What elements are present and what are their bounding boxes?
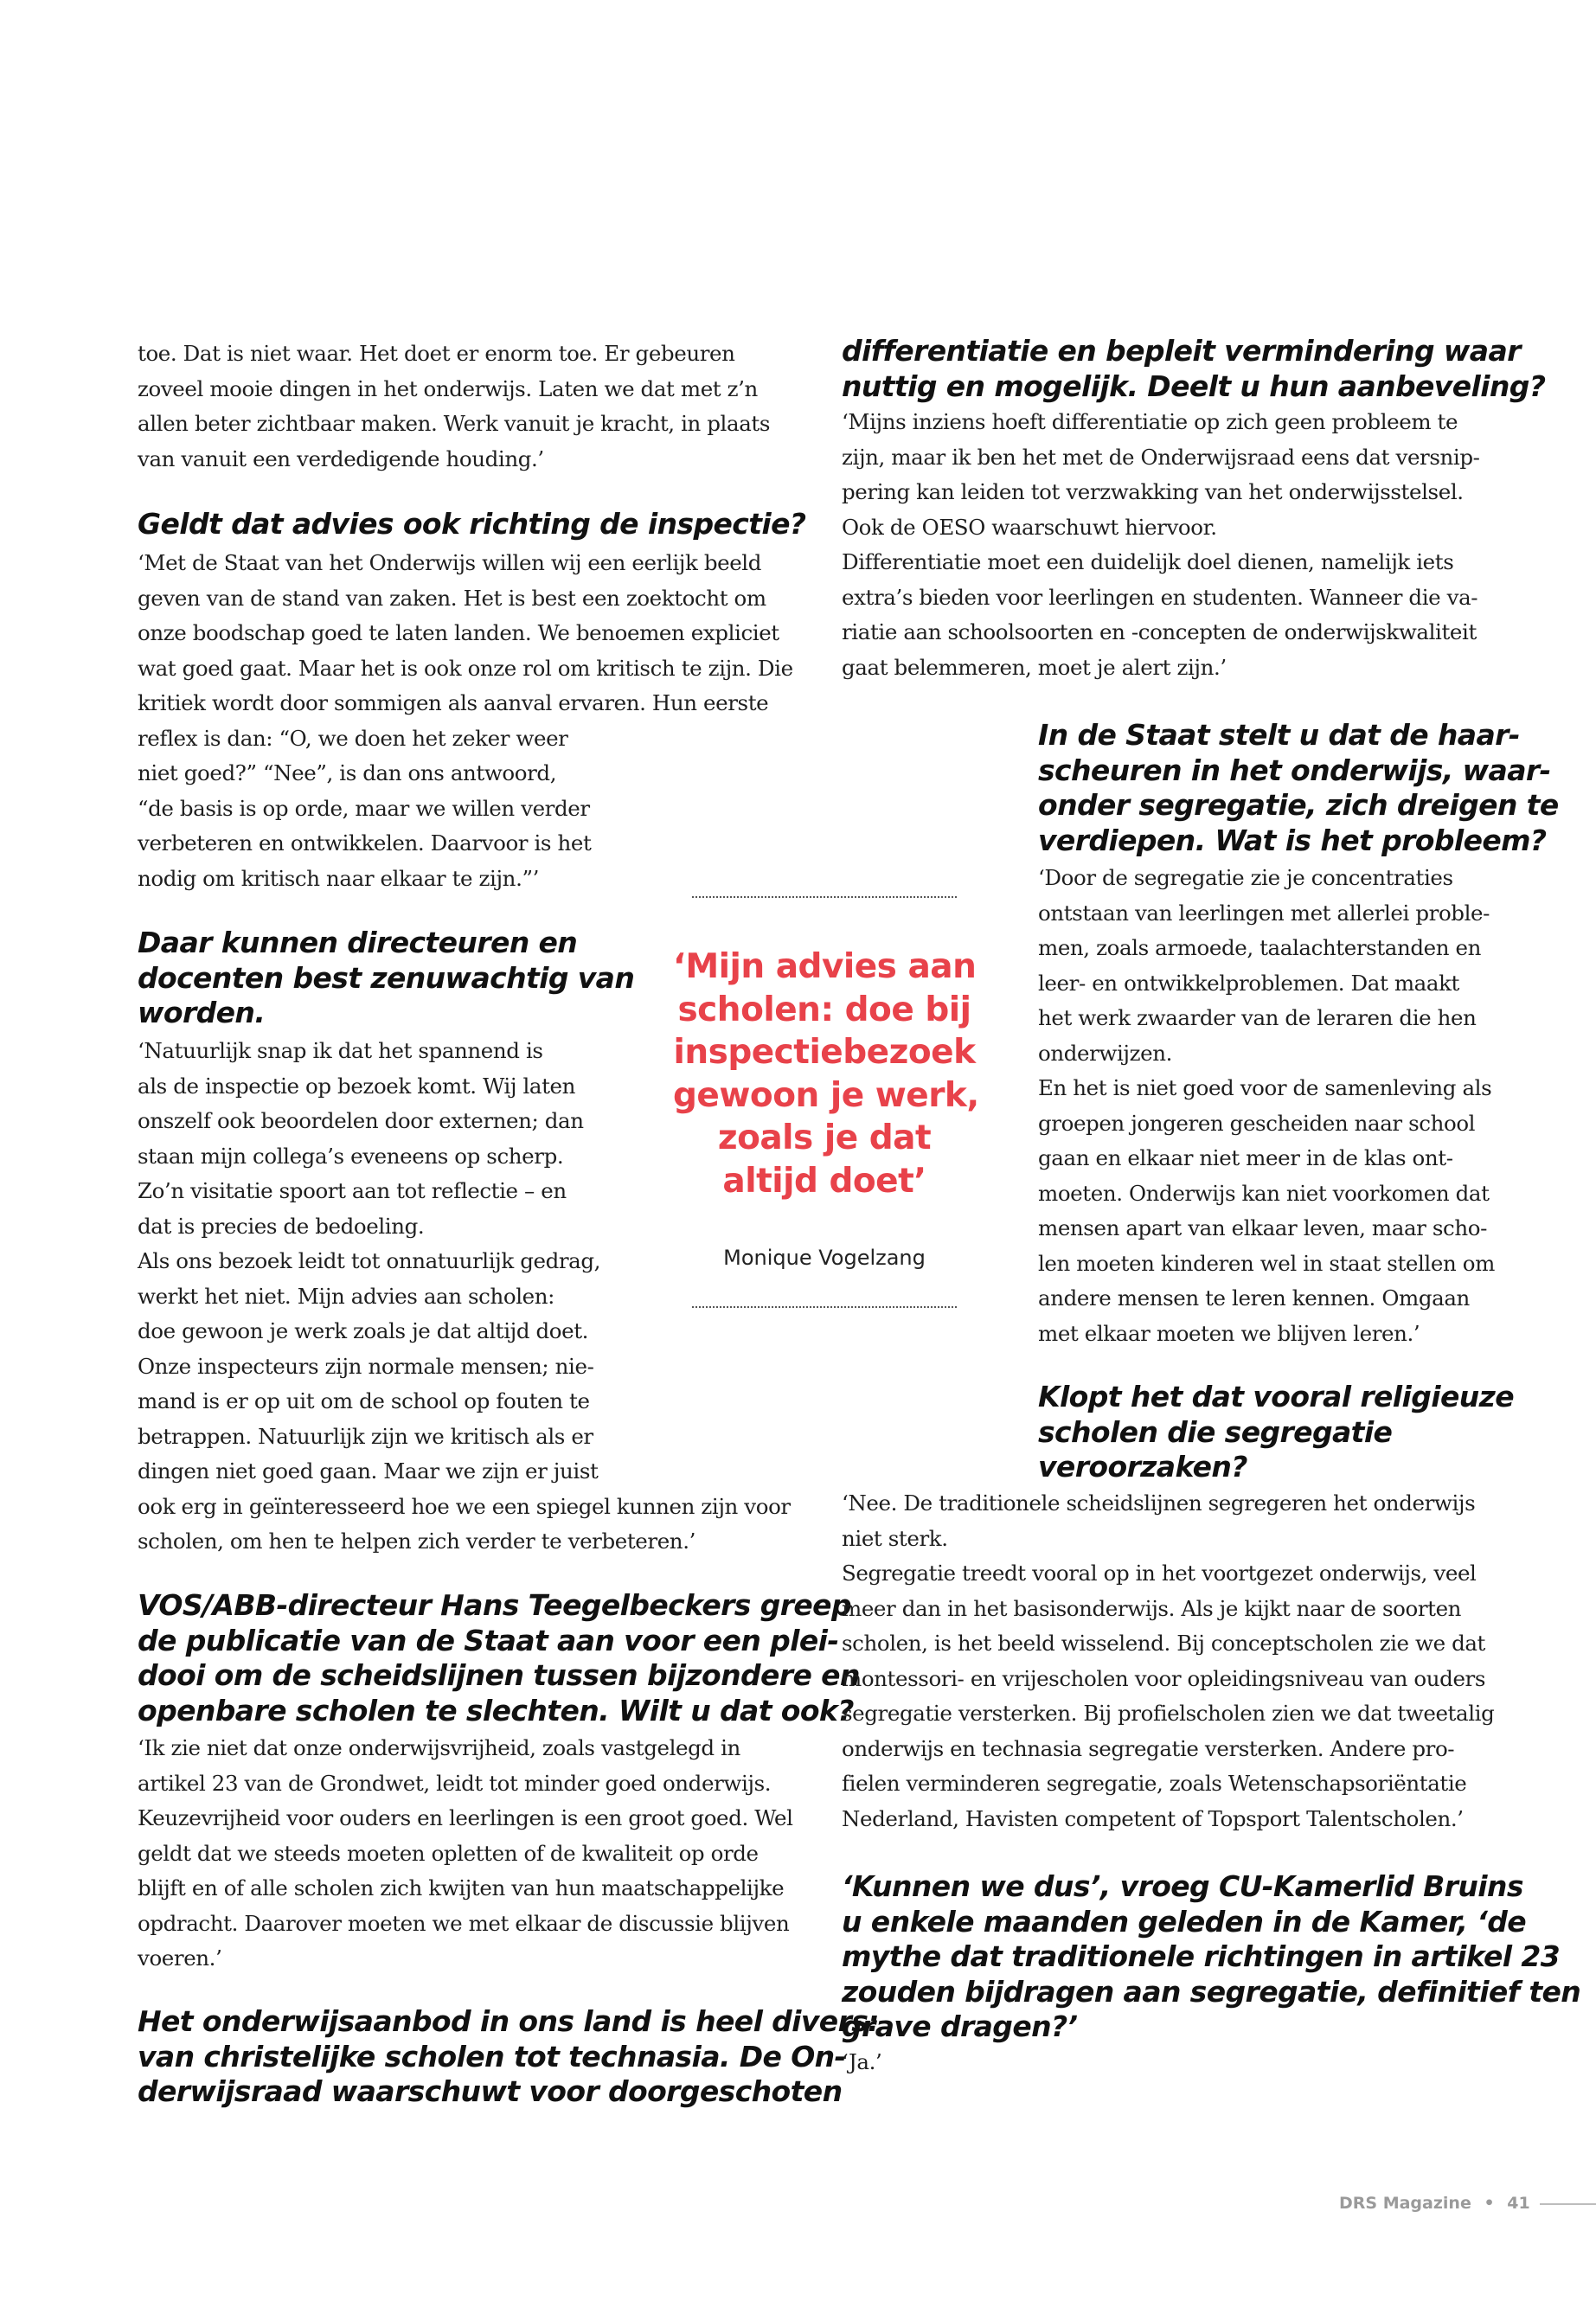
question-onderwijsaanbod-heading-part1: [138, 2004, 882, 2110]
answer-religieuze-text-line: scholen, is het beeld wisselend. Bij conceptscholen zie we dat: [842, 1631, 1486, 1656]
question-segregatie-heading-line: scheuren in het onderwijs, waar-: [1038, 753, 1551, 787]
answer-zenuwachtig-text-line: Zo’n visitatie spoort aan tot reflectie – en: [138, 1178, 567, 1203]
pull-quote-text: [673, 945, 979, 1202]
answer-artikel23-text-line: ‘Ja.’: [842, 2049, 882, 2074]
question-onderwijsaanbod-heading-part2-line: differentiatie en bepleit vermindering waar: [842, 334, 1521, 368]
answer-artikel23-text: [842, 2045, 881, 2080]
question-artikel23-heading-line: mythe dat traditionele richtingen in artikel 23: [842, 1939, 1561, 1973]
answer-differentiatie-text-line: Ook de OESO waarschuwt hiervoor.: [842, 514, 1217, 540]
answer-religieuze-text-line: Nederland, Havisten competent of Topsport Talentscholen.’: [842, 1805, 1464, 1831]
answer-differentiatie-text-line: ‘Mijns inziens hoeft differentiatie op zich geen probleem te: [842, 409, 1458, 434]
answer-zenuwachtig-text-line: staan mijn collega’s eveneens op scherp.: [138, 1143, 564, 1169]
question-segregatie-heading: [1038, 718, 1559, 858]
question-artikel23-heading: [842, 1869, 1580, 2045]
footer-page-number: 41: [1507, 2194, 1530, 2213]
answer-scheidslijnen-text-line: opdracht. Daarover moeten we met elkaar de discussie blijven: [138, 1910, 790, 1936]
question-onderwijsaanbod-heading-part2-line: nuttig en mogelijk. Deelt u hun aanbeveling?: [842, 369, 1546, 403]
question-religieuze-heading-line: veroorzaken?: [1038, 1450, 1247, 1484]
answer-segregatie-text-line: leer- en ontwikkelproblemen. Dat maakt: [1038, 970, 1459, 996]
answer-zenuwachtig-text-line: scholen, om hen te helpen zich verder te verbeteren.’: [138, 1529, 695, 1554]
answer-scheidslijnen-text-line: artikel 23 van de Grondwet, leidt tot minder goed onderwijs.: [138, 1770, 772, 1796]
pull-quote-text-line: zoals je dat: [717, 1118, 932, 1157]
footer-magazine-name: DRS Magazine: [1339, 2194, 1471, 2213]
question-scheidslijnen-heading-line: de publicatie van de Staat aan voor een plei-: [138, 1623, 839, 1657]
pull-quote-text-line: inspectiebezoek: [673, 1033, 976, 1072]
answer-inspectie-text-line: kritiek wordt door sommigen als aanval ervaren. Hun eerste: [138, 690, 769, 715]
question-onderwijsaanbod-heading-part1-line: derwijsraad waarschuwt voor doorgeschoten: [138, 2074, 843, 2108]
answer-inspectie-text-line: niet goed?” “Nee”, is dan ons antwoord,: [138, 760, 557, 785]
question-zenuwachtig-heading-line: Daar kunnen directeuren en: [138, 926, 578, 959]
answer-religieuze-text-line: fielen verminderen segregatie, zoals Wetenschapsoriëntatie: [842, 1771, 1467, 1796]
answer-zenuwachtig-text-line: betrappen. Natuurlijk zijn we kritisch als er: [138, 1423, 593, 1449]
question-artikel23-heading-line: zouden bijdragen aan segregatie, definitief ten: [842, 1974, 1581, 2009]
answer-religieuze-text: [842, 1486, 1494, 1836]
answer-zenuwachtig-text-line: ook erg in geïnteresseerd hoe we een spiegel kunnen zijn voor: [138, 1493, 791, 1519]
pull-quote-author: Monique Vogelzang: [723, 1246, 926, 1270]
question-inspectie-heading-line: Geldt dat advies ook richting de inspectie?: [138, 507, 806, 541]
answer-zenuwachtig-text-line: Als ons bezoek leidt tot onnatuurlijk gedrag,: [138, 1248, 601, 1273]
answer-inspectie-text-line: “de basis is op orde, maar we willen verder: [138, 795, 590, 821]
question-artikel23-heading-line: grave dragen?’: [842, 2009, 1078, 2043]
page-footer: [1339, 2194, 1530, 2213]
question-religieuze-heading-line: Klopt het dat vooral religieuze: [1038, 1380, 1515, 1413]
answer-differentiatie-text-line: zijn, maar ik ben het met de Onderwijsraad eens dat versnip-: [842, 444, 1480, 470]
question-zenuwachtig-heading-line: docenten best zenuwachtig van: [138, 960, 635, 995]
answer-differentiatie-text-line: Differentiatie moet een duidelijk doel dienen, namelijk iets: [842, 549, 1454, 574]
question-segregatie-heading-line: verdiepen. Wat is het probleem?: [1038, 823, 1547, 857]
question-artikel23-heading-line: ‘Kunnen we dus’, vroeg CU-Kamerlid Bruins: [842, 1869, 1523, 1903]
answer-zenuwachtig-text-line: ‘Natuurlijk snap ik dat het spannend is: [138, 1038, 543, 1063]
answer-inspectie-text-line: nodig om kritisch naar elkaar te zijn.”’: [138, 865, 539, 891]
answer-scheidslijnen-text-line: blijft en of alle scholen zich kwijten van hun maatschappelijke: [138, 1875, 785, 1900]
answer-zenuwachtig-text-line: werkt het niet. Mijn advies aan scholen:: [138, 1283, 554, 1309]
answer-segregatie-text-line: het werk zwaarder van de leraren die hen: [1038, 1005, 1477, 1030]
answer-segregatie-text-line: len moeten kinderen wel in staat stellen om: [1038, 1250, 1495, 1276]
question-religieuze-heading: [1038, 1380, 1514, 1485]
answer-zenuwachtig-text-line: Onze inspecteurs zijn normale mensen; nie-: [138, 1353, 594, 1379]
pull-quote-text-line: gewoon je werk,: [673, 1075, 979, 1115]
pull-quote-text-line: scholen: doe bij: [677, 990, 971, 1029]
col1-intro-text-line: allen beter zichtbaar maken. Werk vanuit je kracht, in plaats: [138, 411, 771, 436]
answer-zenuwachtig-text-line: doe gewoon je werk zoals je dat altijd doet.: [138, 1318, 589, 1343]
answer-differentiatie-text-line: extra’s bieden voor leerlingen en studenten. Wanneer die va-: [842, 584, 1478, 610]
answer-zenuwachtig-text-line: als de inspectie op bezoek komt. Wij laten: [138, 1073, 576, 1099]
footer-separator: •: [1484, 2194, 1495, 2213]
answer-scheidslijnen-text: [138, 1731, 793, 1977]
pull-quote-top-divider: [692, 896, 957, 898]
answer-segregatie-text-line: moeten. Onderwijs kan niet voorkomen dat: [1038, 1180, 1490, 1206]
answer-inspectie-text-line: onze boodschap goed te laten landen. We benoemen expliciet: [138, 620, 779, 645]
answer-segregatie-text-line: mensen apart van elkaar leven, maar scho-: [1038, 1215, 1487, 1240]
col1-intro-text-line: zoveel mooie dingen in het onderwijs. Laten we dat met z’n: [138, 375, 758, 401]
pull-quote-text-line: ‘Mijn advies aan: [673, 947, 977, 986]
answer-segregatie-text-line: andere mensen te leren kennen. Omgaan: [1038, 1285, 1470, 1311]
answer-segregatie-text: [1038, 861, 1495, 1351]
answer-zenuwachtig-text-line: onszelf ook beoordelen door externen; dan: [138, 1108, 584, 1133]
answer-segregatie-text-line: onderwijzen.: [1038, 1040, 1173, 1066]
question-scheidslijnen-heading: [138, 1588, 860, 1728]
answer-religieuze-text-line: niet sterk.: [842, 1525, 948, 1551]
answer-zenuwachtig-text-line: dat is precies de bedoeling.: [138, 1213, 425, 1239]
answer-scheidslijnen-text-line: Keuzevrijheid voor ouders en leerlingen is een groot goed. Wel: [138, 1805, 793, 1830]
answer-segregatie-text-line: men, zoals armoede, taalachterstanden en: [1038, 935, 1481, 960]
question-religieuze-heading-line: scholen die segregatie: [1038, 1414, 1393, 1449]
question-scheidslijnen-heading-line: openbare scholen te slechten. Wilt u dat ook?: [138, 1693, 854, 1727]
answer-religieuze-text-line: ‘Nee. De traditionele scheidslijnen segregeren het onderwijs: [842, 1490, 1476, 1516]
pull-quote-text-line: altijd doet’: [722, 1161, 926, 1201]
question-scheidslijnen-heading-line: VOS/ABB-directeur Hans Teegelbeckers greep: [138, 1588, 851, 1622]
answer-zenuwachtig-text-line: mand is er op uit om de school op fouten te: [138, 1388, 590, 1413]
question-scheidslijnen-heading-line: dooi om de scheidslijnen tussen bijzondere en: [138, 1658, 860, 1692]
answer-differentiatie-text-line: pering kan leiden tot verzwakking van het onderwijsstelsel.: [842, 479, 1464, 504]
question-segregatie-heading-line: onder segregatie, zich dreigen te: [1038, 788, 1559, 822]
question-zenuwachtig-heading: [138, 926, 634, 1031]
answer-religieuze-text-line: meer dan in het basisonderwijs. Als je kijkt naar de soorten: [842, 1595, 1462, 1621]
col1-intro-text-line: toe. Dat is niet waar. Het doet er enorm toe. Er gebeuren: [138, 341, 735, 366]
answer-inspectie-text-line: wat goed gaat. Maar het is ook onze rol om kritisch te zijn. Die: [138, 655, 793, 681]
question-zenuwachtig-heading-line: worden.: [138, 996, 266, 1029]
answer-scheidslijnen-text-line: voeren.’: [138, 1945, 222, 1971]
answer-differentiatie-text: [842, 405, 1480, 685]
question-onderwijsaanbod-heading-part2: [842, 334, 1545, 404]
answer-scheidslijnen-text-line: ‘Ik zie niet dat onze onderwijsvrijheid, zoals vastgelegd in: [138, 1735, 740, 1760]
pull-quote: [673, 882, 979, 1315]
col1-intro-text-line: van vanuit een verdedigende houding.’: [138, 445, 544, 471]
answer-segregatie-text-line: groepen jongeren gescheiden naar school: [1038, 1110, 1476, 1136]
answer-inspectie-text-line: reflex is dan: “O, we doen het zeker weer: [138, 725, 568, 751]
question-inspectie-heading: [138, 507, 805, 542]
question-artikel23-heading-line: u enkele maanden geleden in de Kamer, ‘de: [842, 1904, 1527, 1939]
answer-segregatie-text-line: ‘Door de segregatie zie je concentraties: [1038, 865, 1453, 890]
answer-differentiatie-text-line: riatie aan schoolsoorten en -concepten de onderwijskwaliteit: [842, 619, 1477, 644]
answer-segregatie-text-line: met elkaar moeten we blijven leren.’: [1038, 1320, 1420, 1346]
answer-segregatie-text-line: gaan en elkaar niet meer in de klas ont-: [1038, 1145, 1453, 1170]
answer-inspectie-text-line: verbeteren en ontwikkelen. Daarvoor is het: [138, 830, 592, 856]
question-onderwijsaanbod-heading-part1-line: Het onderwijsaanbod in ons land is heel divers:: [138, 2004, 879, 2038]
pull-quote-bottom-divider: [692, 1306, 957, 1308]
col1-intro-text: [138, 336, 770, 477]
answer-inspectie-text-line: ‘Met de Staat van het Onderwijs willen wij een eerlijk beeld: [138, 550, 762, 575]
answer-segregatie-text-line: En het is niet goed voor de samenleving als: [1038, 1075, 1492, 1100]
answer-differentiatie-text-line: gaat belemmeren, moet je alert zijn.’: [842, 654, 1227, 680]
answer-zenuwachtig-text-line: dingen niet goed gaan. Maar we zijn er juist: [138, 1458, 599, 1484]
answer-religieuze-text-line: onderwijs en technasia segregatie versterken. Andere pro-: [842, 1735, 1455, 1761]
answer-inspectie-text: [138, 546, 793, 896]
question-segregatie-heading-line: In de Staat stelt u dat de haar-: [1038, 718, 1520, 752]
answer-inspectie-text-line: geven van de stand van zaken. Het is best een zoektocht om: [138, 585, 766, 611]
question-onderwijsaanbod-heading-part1-line: van christelijke scholen tot technasia. De On-: [138, 2039, 846, 2073]
answer-religieuze-text-line: Segregatie treedt vooral op in het voortgezet onderwijs, veel: [842, 1561, 1477, 1586]
answer-segregatie-text-line: ontstaan van leerlingen met allerlei proble-: [1038, 900, 1490, 926]
answer-scheidslijnen-text-line: geldt dat we steeds moeten opletten of de kwaliteit op orde: [138, 1840, 759, 1866]
answer-religieuze-text-line: segregatie versterken. Bij profielscholen zien we dat tweetalig: [842, 1701, 1495, 1726]
footer-rule: [1540, 2203, 1596, 2205]
answer-religieuze-text-line: montessori- en vrijescholen voor opleidingsniveau van ouders: [842, 1665, 1486, 1691]
